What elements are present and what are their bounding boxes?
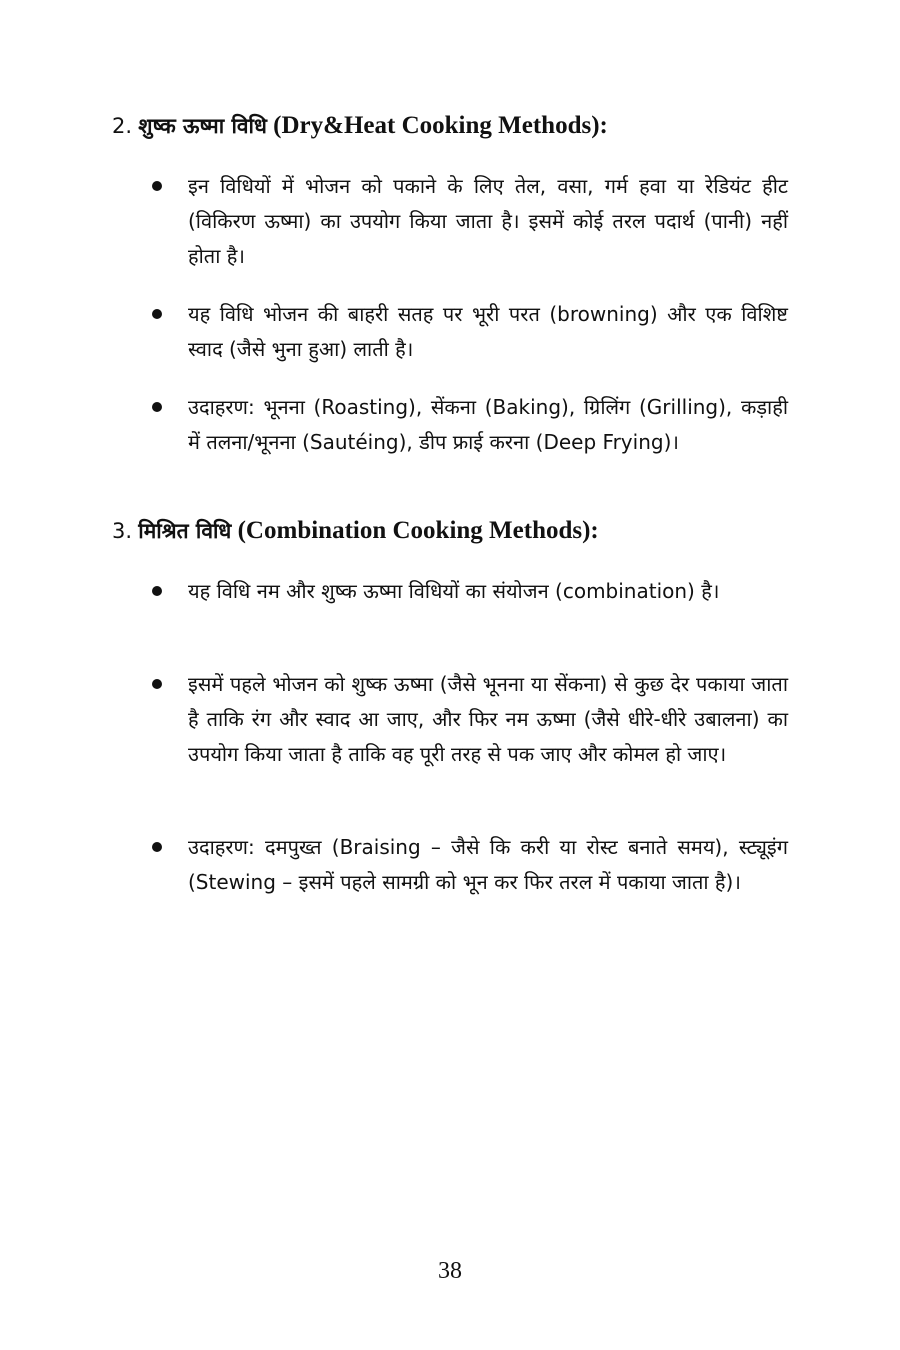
section-heading-combination (112, 517, 599, 545)
bullet-text: यह विधि भोजन की बाहरी सतह पर भूरी परत (browning) और एक विशिष्ट स्वाद (जैसे भुना हुआ) लाती है। (188, 302, 788, 361)
list-item (150, 169, 790, 274)
bullet-text: उदाहरण: भूनना (Roasting), सेंकना (Baking), ग्रिलिंग (Grilling), कड़ाही में तलना/भूनना (Sautéing), डीप फ्राई करना (Deep Frying)। (188, 395, 788, 454)
bullet-icon (152, 679, 162, 689)
page-number: 38 (438, 1258, 462, 1284)
bullet-icon (152, 842, 162, 852)
bullet-text: उदाहरण: दमपुख्त (Braising – जैसे कि करी या रोस्ट बनाते समय), स्ट्यूइंग (Stewing – इसमें पहले सामग्री को भून कर फिर तरल में पकाया जाता है)। (188, 835, 788, 894)
section-title-english: (Dry&Heat Cooking Methods): (273, 112, 608, 139)
bullet-icon (152, 181, 162, 191)
section-number: 2. (112, 114, 133, 138)
list-item (150, 390, 790, 460)
section-title-hindi: शुष्क ऊष्मा विधि (138, 114, 267, 138)
list-item (150, 830, 790, 900)
list-item (150, 297, 790, 367)
section-number: 3. (112, 519, 133, 543)
bullet-text: यह विधि नम और शुष्क ऊष्मा विधियों का संयोजन (combination) है। (188, 579, 720, 603)
bullet-icon (152, 586, 162, 596)
list-item (150, 574, 790, 609)
section-title-english: (Combination Cooking Methods): (237, 517, 599, 544)
section-title-hindi: मिश्रित विधि (138, 519, 232, 543)
bullet-text: इसमें पहले भोजन को शुष्क ऊष्मा (जैसे भूनना या सेंकना) से कुछ देर पकाया जाता है ताकि रंग और स्वाद आ जाए, और फिर नम ऊष्मा (जैसे धीरे-धीरे उबालना) का उपयोग किया जाता है ताकि वह पूरी तरह से पक जाए और कोमल हो जाए। (188, 672, 788, 766)
bullet-icon (152, 309, 162, 319)
bullet-icon (152, 402, 162, 412)
bullet-text: इन विधियों में भोजन को पकाने के लिए तेल, वसा, गर्म हवा या रेडियंट हीट (विकिरण ऊष्मा) का उपयोग किया जाता है। इसमें कोई तरल पदार्थ (पानी) नहीं होता है। (188, 174, 788, 268)
section-heading-dry-heat (112, 112, 608, 140)
list-item (150, 667, 790, 772)
